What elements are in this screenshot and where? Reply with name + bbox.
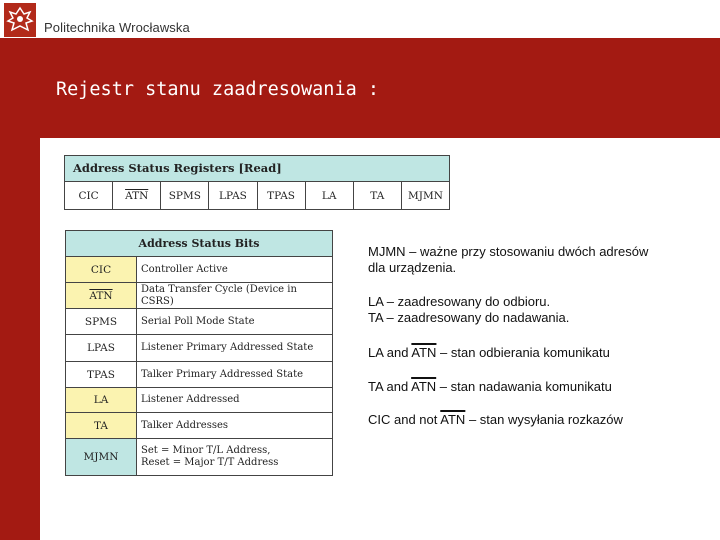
slide-title: Rejestr stanu zaadresowania :: [56, 79, 380, 100]
note-text: – stan nadawania komunikatu: [436, 379, 612, 394]
table-row: [66, 283, 332, 309]
bit-name: TPAS: [66, 362, 137, 387]
bit-name: $\overline{ATN}$: [66, 283, 137, 308]
note-la-ta: [368, 294, 708, 326]
bit-description-line: Set = Minor T/L Address,: [141, 445, 271, 456]
bit-description: Serial Poll Mode State: [141, 315, 255, 327]
table-row: [66, 309, 332, 335]
note-la-atn: [368, 345, 708, 361]
register-cell: TA: [354, 182, 402, 209]
note-atn-overline: $\overline{ATN}$: [411, 345, 437, 360]
table-row: [66, 362, 332, 388]
bit-name: LA: [66, 388, 137, 412]
bits-table-heading: Address Status Bits: [66, 231, 332, 257]
register-heading: Address Status Registers [Read]: [65, 156, 449, 182]
university-eagle-logo-icon: [4, 3, 36, 37]
note-atn-overline: $\overline{ATN}$: [440, 412, 466, 427]
bit-name: TA: [66, 413, 137, 438]
brand-name: Politechnika Wrocławska: [44, 20, 190, 35]
note-line: TA – zaadresowany do nadawania.: [368, 310, 570, 325]
note-text: TA and: [368, 379, 412, 394]
bit-description: Talker Addresses: [141, 419, 229, 431]
bit-name: LPAS: [66, 335, 137, 361]
note-line: MJMN – ważne przy stosowaniu dwóch adresów: [368, 244, 649, 259]
bit-description: Talker Primary Addressed State: [141, 368, 304, 380]
note-ta-atn: [368, 379, 708, 395]
note-text: CIC and not: [368, 412, 441, 427]
bit-name: CIC: [66, 257, 137, 282]
register-cell: TPAS: [258, 182, 306, 209]
bit-description: Listener Addressed: [141, 394, 240, 405]
left-accent-bar: [0, 38, 40, 540]
table-row: [66, 257, 332, 283]
bit-description: [137, 439, 332, 475]
register-cell: CIC: [65, 182, 113, 209]
bit-name: MJMN: [66, 439, 137, 475]
note-text: – stan wysyłania rozkazów: [465, 412, 623, 427]
bit-name: SPMS: [66, 309, 137, 334]
note-text: – stan odbierania komunikatu: [436, 345, 610, 360]
note-text: LA and: [368, 345, 412, 360]
top-bar: [0, 0, 720, 38]
note-mjmn: [368, 244, 708, 276]
bit-description: Data Transfer Cycle (Device in CSRS): [141, 283, 297, 307]
address-status-bits-table: [65, 230, 333, 476]
register-cell: LA: [306, 182, 354, 209]
address-status-register-table: [64, 155, 450, 210]
register-cells: [65, 182, 449, 209]
bit-description-line: Reset = Major T/T Address: [141, 457, 279, 468]
table-row: [66, 388, 332, 413]
note-line: dla urządzenia.: [368, 260, 457, 275]
note-line: LA – zaadresowany do odbioru.: [368, 294, 551, 309]
register-cell: SPMS: [161, 182, 209, 209]
bit-description: Listener Primary Addressed State: [141, 342, 314, 353]
table-row: [66, 439, 332, 475]
note-cic-atn: [368, 412, 708, 428]
register-cell: MJMN: [407, 189, 443, 202]
bit-description: Controller Active: [141, 263, 228, 275]
register-cell: LPAS: [209, 182, 257, 209]
table-row: [66, 413, 332, 439]
note-atn-overline: $\overline{ATN}$: [411, 379, 437, 394]
register-cell: $\overline{ATN}$: [113, 182, 161, 209]
table-row: [66, 335, 332, 362]
